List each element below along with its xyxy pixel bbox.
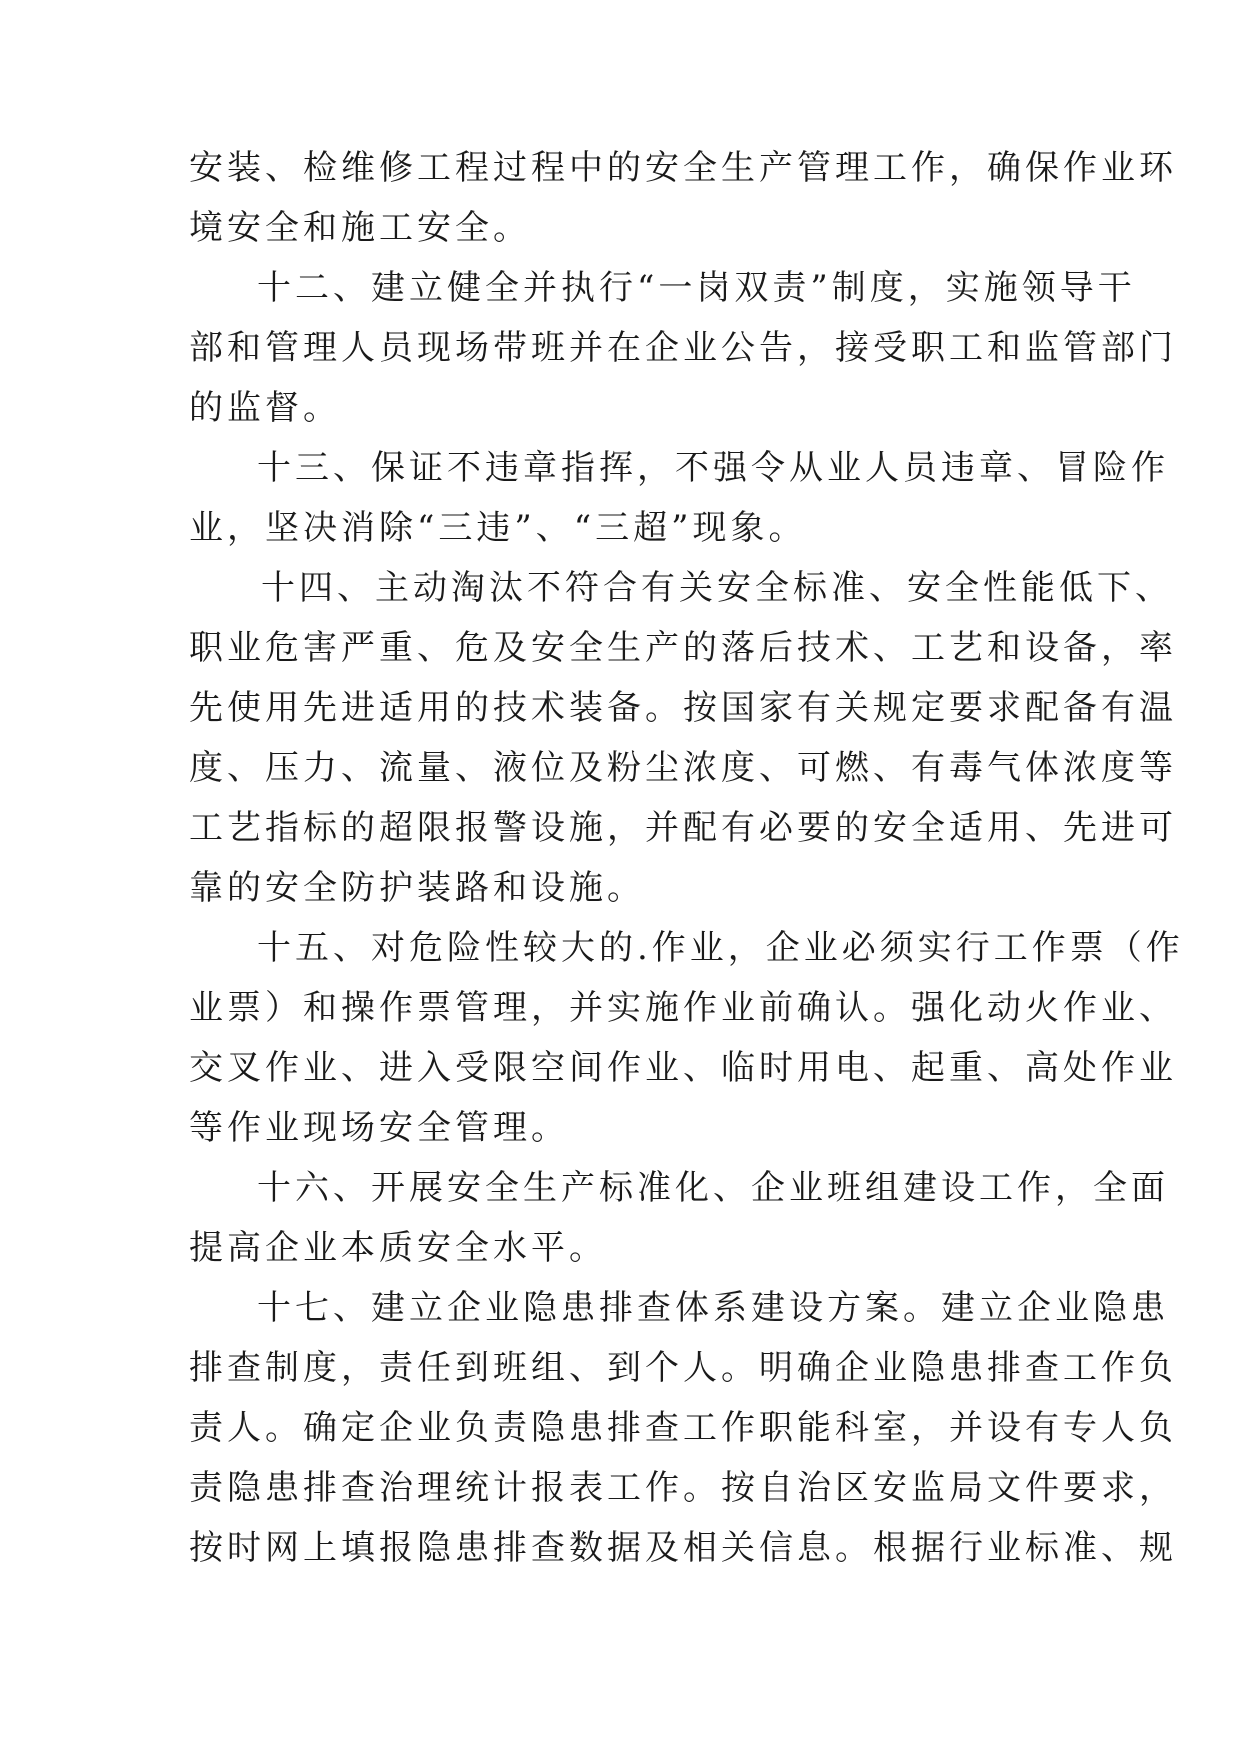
text-line: 靠的安全防护装路和设施。 — [189, 868, 645, 908]
text-line: 职业危害严重、危及安全生产的落后技术、工艺和设备，率 — [189, 628, 1177, 668]
document-body — [189, 148, 1184, 1588]
text-line: 境安全和施工安全。 — [189, 208, 531, 248]
text-line: 等作业现场安全管理。 — [189, 1108, 569, 1148]
text-line: 按时网上填报隐患排查数据及相关信息。根据行业标准、规 — [189, 1528, 1177, 1568]
paragraph-start-line: 十二、建立健全并执行“一岗双责”制度，实施领导干 — [257, 268, 1136, 308]
text-line: 责隐患排查治理统计报表工作。按自治区安监局文件要求， — [189, 1468, 1177, 1508]
text-line: 业票）和操作票管理，并实施作业前确认。强化动火作业、 — [189, 988, 1177, 1028]
text-line: 提高企业本质安全水平。 — [189, 1228, 607, 1268]
text-line: 责人。确定企业负责隐患排查工作职能科室，并设有专人负 — [189, 1408, 1177, 1448]
paragraph-start-line: 十五、对危险性较大的.作业，企业必须实行工作票（作 — [257, 928, 1184, 968]
paragraph-start-line: 十六、开展安全生产标准化、企业班组建设工作，全面 — [257, 1168, 1169, 1208]
text-line: 的监督。 — [189, 388, 341, 428]
paragraph-start-line: 十四、主动淘汰不符合有关安全标准、安全性能低下、 — [261, 568, 1173, 608]
text-line: 部和管理人员现场带班并在企业公告，接受职工和监管部门 — [189, 328, 1177, 368]
text-line: 先使用先进适用的技术装备。按国家有关规定要求配备有温 — [189, 688, 1177, 728]
text-line: 安装、检维修工程过程中的安全生产管理工作，确保作业环 — [189, 148, 1177, 188]
text-line: 交叉作业、进入受限空间作业、临时用电、起重、高处作业 — [189, 1048, 1177, 1088]
text-line: 排查制度，责任到班组、到个人。明确企业隐患排查工作负 — [189, 1348, 1177, 1388]
text-line: 工艺指标的超限报警设施，并配有必要的安全适用、先进可 — [189, 808, 1177, 848]
text-line: 业，坚决消除“三违”、“三超”现象。 — [189, 508, 807, 548]
paragraph-start-line: 十三、保证不违章指挥，不强令从业人员违章、冒险作 — [257, 448, 1169, 488]
paragraph-start-line: 十七、建立企业隐患排查体系建设方案。建立企业隐患 — [257, 1288, 1169, 1328]
text-line: 度、压力、流量、液位及粉尘浓度、可燃、有毒气体浓度等 — [189, 748, 1177, 788]
